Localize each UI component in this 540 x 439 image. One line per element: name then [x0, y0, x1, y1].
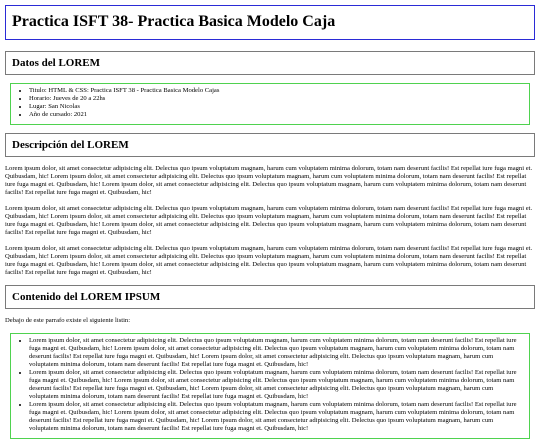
- datos-heading: Datos del LOREM: [12, 57, 100, 69]
- datos-item-horario: • Horario: Jueves de 20 a 22hs: [29, 95, 523, 103]
- contenido-list-box: [10, 333, 530, 439]
- contenido-heading-box: [5, 285, 535, 309]
- page-title: Practica ISFT 38- Practica Basica Modelo Caja: [12, 13, 336, 30]
- list-item: • Lorem ipsum dolor, sit amet consectetur adipisicing elit. Delectus quo ipsum voluptatum magnam, harum cum voluptatem minima dolorum, totam nam deserunt facilis! Est repellat iure fuga magni et. Quibusdam, hic! Lorem ipsum dolor, sit amet consectetur adipisicing elit. Delectus quo ipsum voluptatum magnam, harum cum voluptatem minima dolorum, totam nam deserunt facilis! Est repellat iure fuga magni et. Quibusdam, hic! Lorem ipsum dolor, sit amet consectetur adipisicing elit. Delectus quo ipsum voluptatum magnam, harum cum voluptatem minima dolorum, totam nam deserunt facilis! Est repellat iure fuga magni et. Quibusdam, hic!: [29, 369, 523, 401]
- datos-item-lugar: • Lugar: San Nicolas: [29, 103, 523, 111]
- descripcion-paragraph: Lorem ipsum dolor, sit amet consectetur adipisicing elit. Delectus quo ipsum voluptatum magnam, harum cum voluptatem minima dolorum, totam nam deserunt facilis! Est repellat iure fuga magni et. Quibusdam, hic! Lorem ipsum dolor, sit amet consectetur adipisicing elit. Delectus quo ipsum voluptatum magnam, harum cum voluptatem minima dolorum, totam nam deserunt facilis! Est repellat iure fuga magni et. Quibusdam, hic! Lorem ipsum dolor, sit amet consectetur adipisicing elit. Delectus quo ipsum voluptatum magnam, harum cum voluptatem minima dolorum, totam nam deserunt facilis! Est repellat iure fuga magni et. Quibusdam, hic!: [5, 165, 533, 196]
- datos-list-box: [10, 83, 530, 125]
- contenido-heading: Contenido del LOREM IPSUM: [12, 291, 161, 303]
- list-item: • Lorem ipsum dolor, sit amet consectetur adipisicing elit. Delectus quo ipsum voluptatum magnam, harum cum voluptatem minima dolorum, totam nam deserunt facilis! Est repellat iure fuga magni et. Quibusdam, hic! Lorem ipsum dolor, sit amet consectetur adipisicing elit. Delectus quo ipsum voluptatum magnam, harum cum voluptatem minima dolorum, totam nam deserunt facilis! Est repellat iure fuga magni et. Quibusdam, hic! Lorem ipsum dolor, sit amet consectetur adipisicing elit. Delectus quo ipsum voluptatum magnam, harum cum voluptatem minima dolorum, totam nam deserunt facilis! Est repellat iure fuga magni et. Quibusdam, hic!: [29, 401, 523, 433]
- datos-item-titulo: • Titulo: HTML & CSS: Practica ISFT 38 - Practica Basica Modelo Cajas: [29, 87, 523, 95]
- contenido-intro: Debajo de este parrafo existe el siguiente listin:: [5, 317, 131, 324]
- list-item: • Lorem ipsum dolor, sit amet consectetur adipisicing elit. Delectus quo ipsum voluptatum magnam, harum cum voluptatem minima dolorum, totam nam deserunt facilis! Est repellat iure fuga magni et. Quibusdam, hic! Lorem ipsum dolor, sit amet consectetur adipisicing elit. Delectus quo ipsum voluptatum magnam, harum cum voluptatem minima dolorum, totam nam deserunt facilis! Est repellat iure fuga magni et. Quibusdam, hic! Lorem ipsum dolor, sit amet consectetur adipisicing elit. Delectus quo ipsum voluptatum magnam, harum cum voluptatem minima dolorum, totam nam deserunt facilis! Est repellat iure fuga magni et. Quibusdam, hic!: [29, 337, 523, 369]
- datos-item-anio: • Año de cursado: 2021: [29, 111, 523, 119]
- datos-list: [11, 87, 523, 119]
- contenido-list: [11, 337, 523, 433]
- descripcion-heading-box: [5, 133, 535, 157]
- descripcion-heading: Descripción del LOREM: [12, 139, 129, 151]
- descripcion-paragraph: Lorem ipsum dolor, sit amet consectetur adipisicing elit. Delectus quo ipsum voluptatum magnam, harum cum voluptatem minima dolorum, totam nam deserunt facilis! Est repellat iure fuga magni et. Quibusdam, hic! Lorem ipsum dolor, sit amet consectetur adipisicing elit. Delectus quo ipsum voluptatum magnam, harum cum voluptatem minima dolorum, totam nam deserunt facilis! Est repellat iure fuga magni et. Quibusdam, hic! Lorem ipsum dolor, sit amet consectetur adipisicing elit. Delectus quo ipsum voluptatum magnam, harum cum voluptatem minima dolorum, totam nam deserunt facilis! Est repellat iure fuga magni et. Quibusdam, hic!: [5, 205, 533, 236]
- descripcion-paragraph: Lorem ipsum dolor, sit amet consectetur adipisicing elit. Delectus quo ipsum voluptatum magnam, harum cum voluptatem minima dolorum, totam nam deserunt facilis! Est repellat iure fuga magni et. Quibusdam, hic! Lorem ipsum dolor, sit amet consectetur adipisicing elit. Delectus quo ipsum voluptatum magnam, harum cum voluptatem minima dolorum, totam nam deserunt facilis! Est repellat iure fuga magni et. Quibusdam, hic! Lorem ipsum dolor, sit amet consectetur adipisicing elit. Delectus quo ipsum voluptatum magnam, harum cum voluptatem minima dolorum, totam nam deserunt facilis! Est repellat iure fuga magni et. Quibusdam, hic!: [5, 245, 533, 276]
- page-title-box: [5, 5, 535, 40]
- datos-heading-box: [5, 51, 535, 75]
